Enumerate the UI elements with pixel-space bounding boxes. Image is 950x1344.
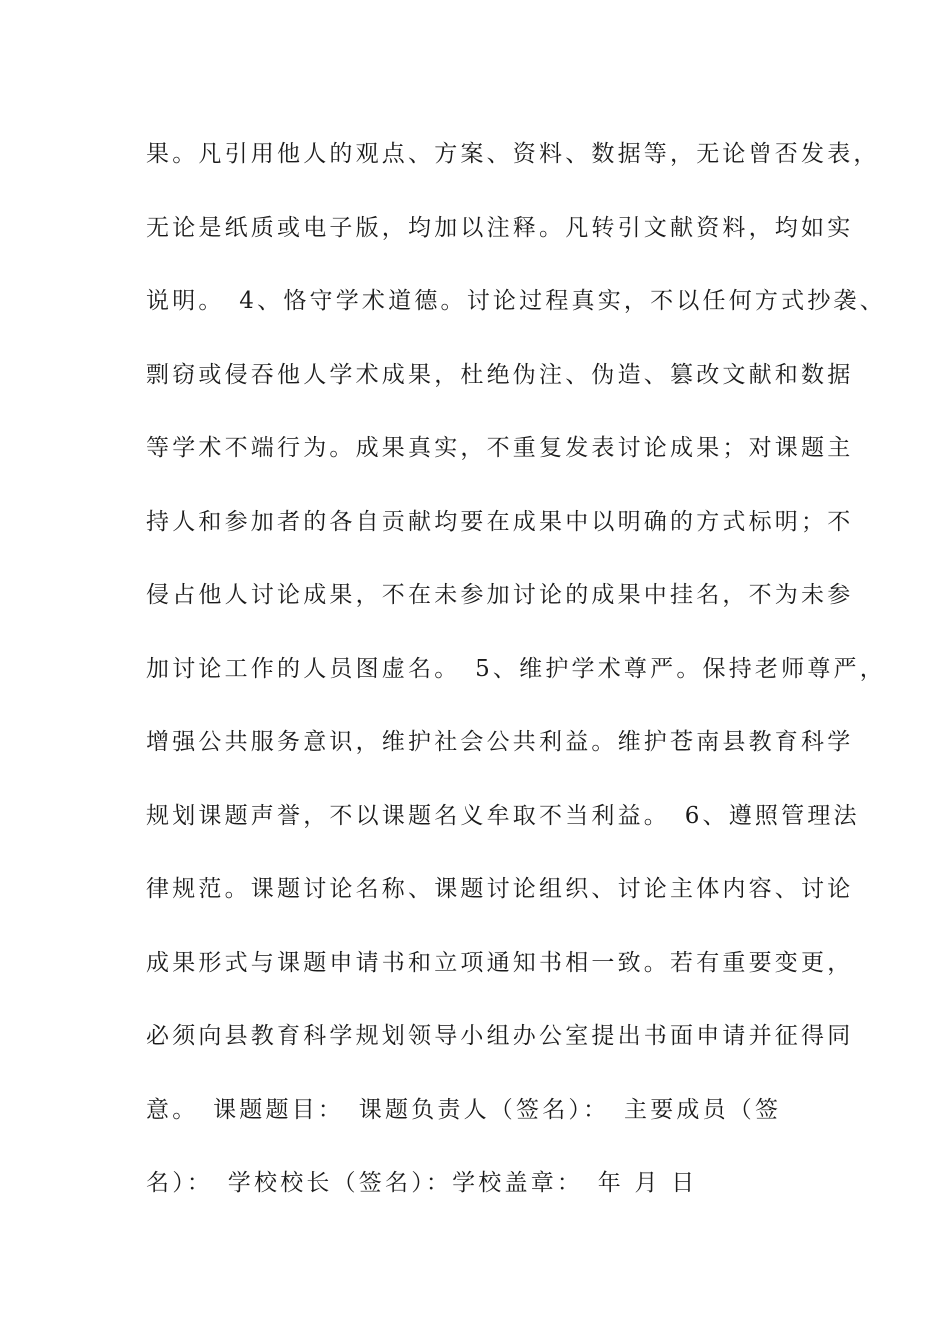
text-line: 成果形式与课题申请书和立项通知书相一致。若有重要变更， (146, 949, 854, 976)
text-line: 名）： 学校校长（签名）：学校盖章： 年 月 日 (146, 1170, 698, 1196)
body-text (146, 128, 886, 1231)
text-line: 说明。 4、恪守学术道德。讨论过程真实，不以任何方式抄袭、 (146, 288, 886, 314)
text-line: 律规范。课题讨论名称、课题讨论组织、讨论主体内容、讨论 (146, 876, 854, 902)
text-line: 必须向县教育科学规划领导小组办公室提出书面申请并征得同 (146, 1023, 854, 1049)
text-line: 果。凡引用他人的观点、方案、资料、数据等，无论曾否发表， (146, 141, 880, 167)
text-line: 等学术不端行为。成果真实，不重复发表讨论成果；对课题主 (146, 435, 854, 461)
text-line: 意。 课题题目： 课题负责人（签名）： 主要成员（签 (146, 1096, 782, 1123)
text-line: 加讨论工作的人员图虚名。 5、维护学术尊严。保持老师尊严， (146, 655, 886, 682)
text-line: 剽窃或侵吞他人学术成果，杜绝伪注、伪造、篡改文献和数据 (146, 361, 854, 388)
text-line: 无论是纸质或电子版，均加以注释。凡转引文献资料，均如实 (146, 214, 854, 241)
text-line: 规划课题声誉，不以课题名义牟取不当利益。 6、遵照管理法 (146, 802, 860, 829)
text-line: 持人和参加者的各自贡献均要在成果中以明确的方式标明；不 (146, 508, 854, 535)
text-line: 增强公共服务意识，维护社会公共利益。维护苍南县教育科学 (146, 729, 854, 755)
text-line: 侵占他人讨论成果，不在未参加讨论的成果中挂名，不为未参 (146, 582, 854, 608)
